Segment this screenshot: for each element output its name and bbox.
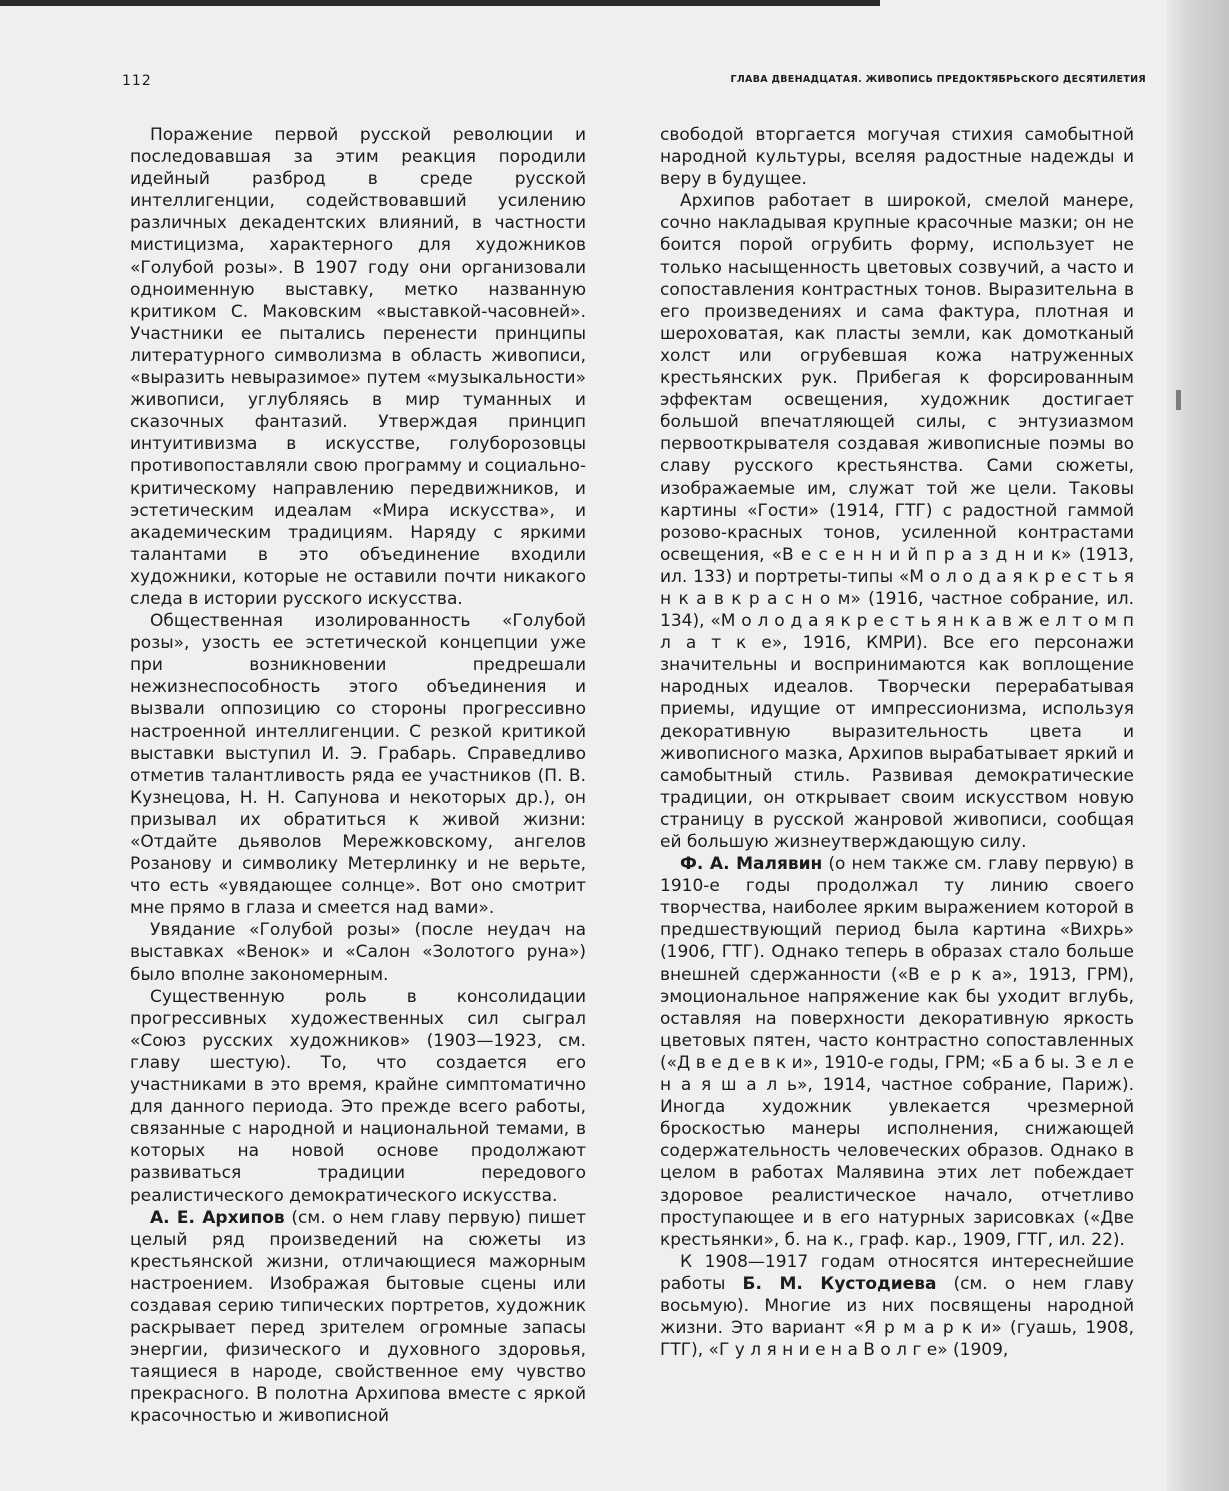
scan-edge [0,0,880,6]
running-header: ГЛАВА ДВЕНАДЦАТАЯ. ЖИВОПИСЬ ПРЕДОКТЯБРЬСКОГО ДЕСЯТИЛЕТИЯ [730,74,1146,85]
paragraph: Архипов работает в широкой, смелой манере, сочно накладывая крупные красочные мазки; он не боится порой огрубить форму, использует не только насыщенность цветовых созвучий, а часто и сопоставления контрастных тонов. Выразительна в его произведениях и сама фактура, плотная и шероховатая, как пласты земли, как домотканый холст или огрубевшая кожа натруженных крестьянских рук. Прибегая к форсированным эффектам освещения, художник достигает большой впечатляющей силы, с энтузиазмом первооткрывателя создавая живописные поэмы во славу русского крестьянства. Сами сюжеты, изображаемые им, служат той же цели. Таковы картины «Гости» (1914, ГТГ) с радостной гаммой розово-красных тонов, усиленной контрастами освещения, «В е с е н н и й п р а з д н и к» (1913, ил. 133) и портреты-типы «М о л о д а я к р е с т ь я н к а в к р а с н о м» (1916, частное собрание, ил. 134), «М о л о д а я к р е с т ь я н к а в ж е л т о м п л а т к е», 1916, КМРИ). Все его персонажи значительны и воспринимаются как воплощение народных идеалов. Творчески перерабатывая приемы, идущие от импрессионизма, используя декоративную выразительность цвета и живописного мазка, Архипов вырабатывает яркий и самобытный стиль. Развивая демократические традиции, он открывает своим искусством новую страницу в русской жанровой живописи, сообщая ей большую жизнеутверждающую силу. [660,191,1134,852]
paragraph-text: К 1908—1917 годам относятся интереснейшие работы [660,1251,1134,1294]
page-number: 112 [122,73,152,89]
left-column [130,124,586,1428]
paragraph: свободой вторгается могучая стихия самобытной народной культуры, вселяя радостные надежды и веру в будущее. [660,125,1134,190]
paragraph [130,1207,586,1428]
paragraph: Общественная изолированность «Голубой розы», узость ее эстетической концепции уже при возникновении предрешали нежизнеспособность этого объединения и вызвали оппозицию со стороны прогрессивно настроенной интеллигенции. С резкой критикой выставки выступил И. Э. Грабарь. Справедливо отметив талантливость ряда ее участников (П. В. Кузнецова, Н. Н. Сапунова и некоторых др.), он призывал их обратиться к живой жизни: «Отдайте дьяволов Мережковскому, ангелов Розанову и символику Метерлинку и не верьте, что есть «увядающее солнце». Вот оно смотрит мне прямо в глаза и смеется над вами». [130,611,586,919]
paragraph [660,1251,1134,1361]
paragraph [660,853,1134,1251]
paragraph: Увядание «Голубой розы» (после неудач на выставках «Венок» и «Салон «Золотого руна») было вполне закономерным. [130,920,586,985]
book-spine-shadow [1167,0,1229,1491]
paragraph-text: (о нем также см. главу первую) в 1910-е годы продолжал ту линию своего творчества, наиболее ярким выражением которой в предшествующий период была картина «Вихрь» (1906, ГТГ). Однако теперь в образах стало больше внешней сдержанности («В е р к а», 1913, ГРМ), эмоциональное напряжение как бы уходит вглубь, оставляя на поверхности декоративную яркость цветовых пятен, часто контрастно сопоставленных («Д в е д е в к и», 1910-е годы, ГРМ; «Б а б ы. З е л е н а я ш а л ь», 1914, частное собрание, Париж). Иногда художник увлекается чрезмерной броскостью манеры исполнения, снижающей содержательность человеческих образов. Однако в целом в работах Малявина этих лет побеждает здоровое реалистическое начало, отчетливо проступающее и в его натурных зарисовках («Две крестьянки», б. на к., граф. кар., 1909, ГТГ, ил. 22). [660,854,1134,1250]
paragraph-text: (см. о нем главу первую) пишет целый ряд произведений на сюжеты из крестьянской жизни, отличающиеся мажорным настроением. Изображая бытовые сцены или создавая серию типических портретов, художник раскрывает перед зрителем огромные запасы энергии, физического и духовного здоровья, таящиеся в народе, свойственное ему чувство прекрасного. В полотна Архипова вместе с яркой красочностью и живописной [130,1207,586,1427]
right-column [660,124,1134,1361]
paragraph-text: (см. о нем главу восьмую). Многие из них посвящены народной жизни. Это вариант «Я р м а р к и» (гуашь, 1908, ГТГ), «Г у л я н и е н а В о л г е» (1909, [660,1273,1134,1361]
spine-mark [1176,390,1181,410]
artist-name: Б. М. Кустодиева [742,1273,937,1294]
paragraph: Поражение первой русской революции и последовавшая за этим реакция породили идейный разброд в среде русской интеллигенции, содействовавший усилению различных декадентских влияний, в частности мистицизма, характерного для художников «Голубой розы». В 1907 году они организовали одноименную выставку, метко названную критиком С. Маковским «выставкой-часовней». Участники ее пытались перенести принципы литературного символизма в область живописи, «выразить невыразимое» путем «музыкальности» живописи, углубляясь в мир туманных и сказочных фантазий. Утверждая принцип интуитивизма в искусстве, голуборозовцы противопоставляли свою программу и социально-критическому направлению передвижников, и эстетическим идеалам «Мира искусства», и академическим традициям. Наряду с яркими талантами в это объединение входили художники, которые не оставили почти никакого следа в истории русского искусства. [130,125,586,609]
artist-name: Ф. А. Малявин [680,854,823,875]
paragraph: Существенную роль в консолидации прогрессивных художественных сил сыграл «Союз русских художников» (1903—1923, см. главу шестую). То, что создается его участниками в это время, крайне симптоматично для данного периода. Это прежде всего работы, связанные с народной и национальной темами, в которых на новой основе продолжают развиваться традиции передового реалистического демократического искусства. [130,986,586,1206]
artist-name: А. Е. Архипов [150,1207,285,1228]
